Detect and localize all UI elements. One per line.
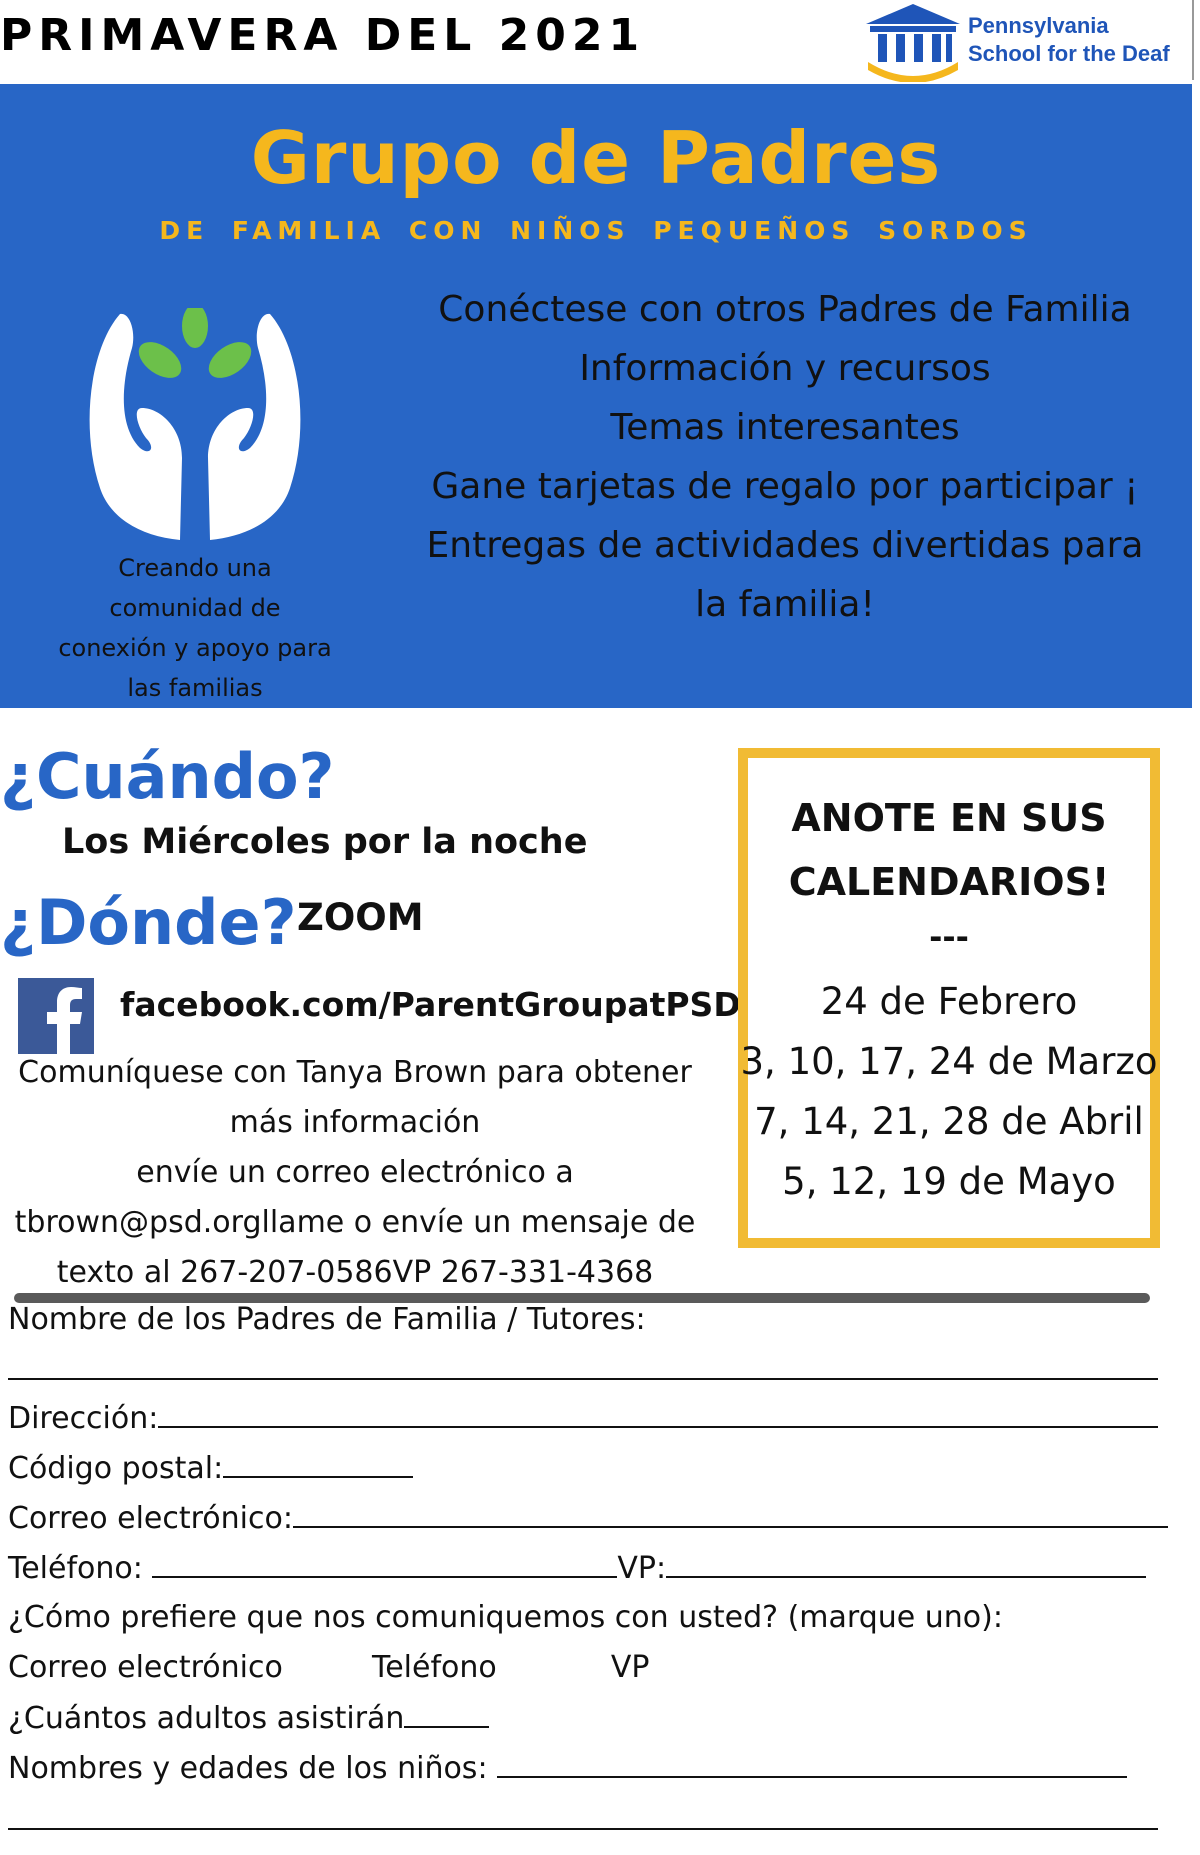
contact-line: más información [229, 1105, 481, 1140]
tagline-line: las familias [127, 674, 263, 702]
children-label: Nombres y edades de los niños: [8, 1751, 498, 1786]
calendar-separator: --- [929, 918, 969, 956]
calendar-title-line-2: CALENDARIOS! [788, 860, 1110, 904]
parents-label: Nombre de los Padres de Familia / Tutores: [8, 1302, 646, 1337]
where-answer: ZOOM [297, 896, 424, 939]
feature-item: Información y recursos [579, 348, 991, 389]
tagline-line: comunidad de [109, 594, 281, 622]
season-title: PRIMAVERA DEL 2021 [0, 10, 646, 61]
adults-field[interactable] [404, 1700, 489, 1728]
school-building-icon [858, 0, 968, 82]
zip-label: Código postal: [8, 1451, 224, 1486]
zip-row [8, 1450, 413, 1486]
feature-item: Temas interesantes [610, 407, 960, 448]
hands-plant-icon [80, 308, 310, 544]
where-heading: ¿Dónde? [0, 886, 297, 959]
feature-list [400, 280, 1170, 634]
when-answer: Los Miércoles por la noche [62, 822, 588, 862]
facebook-icon[interactable] [18, 978, 94, 1054]
calendar-title [738, 786, 1160, 914]
feature-item: Conéctese con otros Padres de Familia [438, 289, 1132, 330]
contact-line: texto al 267-207-0586VP 267-331-4368 [56, 1255, 654, 1290]
address-field[interactable] [158, 1400, 1158, 1428]
option-vp[interactable]: VP [610, 1650, 650, 1685]
page-title: Grupo de Padres [250, 116, 942, 200]
when-heading: ¿Cuándo? [0, 740, 335, 813]
calendar-date: 3, 10, 17, 24 de Marzo [740, 1040, 1158, 1083]
zip-field[interactable] [223, 1450, 413, 1478]
calendar-dates [738, 972, 1160, 1212]
calendar-date: 5, 12, 19 de Mayo [782, 1160, 1116, 1203]
contact-line: Comuníquese con Tanya Brown para obtener [18, 1055, 692, 1090]
option-phone[interactable]: Teléfono [371, 1650, 497, 1685]
phone-field[interactable] [152, 1550, 617, 1578]
facebook-link[interactable]: facebook.com/ParentGroupatPSD [120, 985, 741, 1024]
feature-item: la familia! [695, 584, 875, 625]
vp-field[interactable] [666, 1550, 1146, 1578]
contact-line: envíe un correo electrónico a [136, 1155, 574, 1190]
preference-options [8, 1650, 649, 1685]
header-divider [1192, 0, 1194, 80]
community-tagline [40, 548, 350, 708]
email-label: Correo electrónico: [8, 1501, 293, 1536]
children-field-extra[interactable] [8, 1802, 1158, 1838]
calendar-title-line-1: ANOTE EN SUS [791, 796, 1107, 840]
contact-line: tbrown@psd.orgllame o envíe un mensaje de [14, 1205, 696, 1240]
vp-label: VP: [617, 1551, 667, 1586]
calendar-date: 24 de Febrero [820, 980, 1078, 1023]
tagline-line: conexión y apoyo para [58, 634, 332, 662]
email-row [8, 1500, 1168, 1536]
feature-item: Entregas de actividades divertidas para [426, 525, 1144, 566]
page-subtitle: DE FAMILIA CON NIÑOS PEQUEÑOS SORDOS [159, 216, 1033, 245]
logo-line-1: Pennsylvania [968, 13, 1109, 38]
adults-row [8, 1700, 489, 1736]
logo-line-2: School for the Deaf [968, 41, 1170, 66]
parents-field[interactable] [8, 1352, 1158, 1388]
phone-label: Teléfono: [8, 1551, 153, 1586]
tagline-line: Creando una [118, 554, 272, 582]
address-row [8, 1400, 1158, 1436]
phone-row [8, 1550, 1146, 1586]
adults-label: ¿Cuántos adultos asistirán [8, 1701, 405, 1736]
option-email[interactable]: Correo electrónico [8, 1650, 283, 1685]
calendar-date: 7, 14, 21, 28 de Abril [754, 1100, 1144, 1143]
school-name [968, 12, 1170, 68]
feature-item: Gane tarjetas de regalo por participar ¡ [431, 466, 1139, 507]
children-row [8, 1750, 1127, 1786]
children-field[interactable] [497, 1750, 1127, 1778]
contact-info [0, 1048, 710, 1298]
email-field[interactable] [293, 1500, 1168, 1528]
address-label: Dirección: [8, 1401, 159, 1436]
preference-question: ¿Cómo prefiere que nos comuniquemos con usted? (marque uno): [8, 1600, 1003, 1635]
